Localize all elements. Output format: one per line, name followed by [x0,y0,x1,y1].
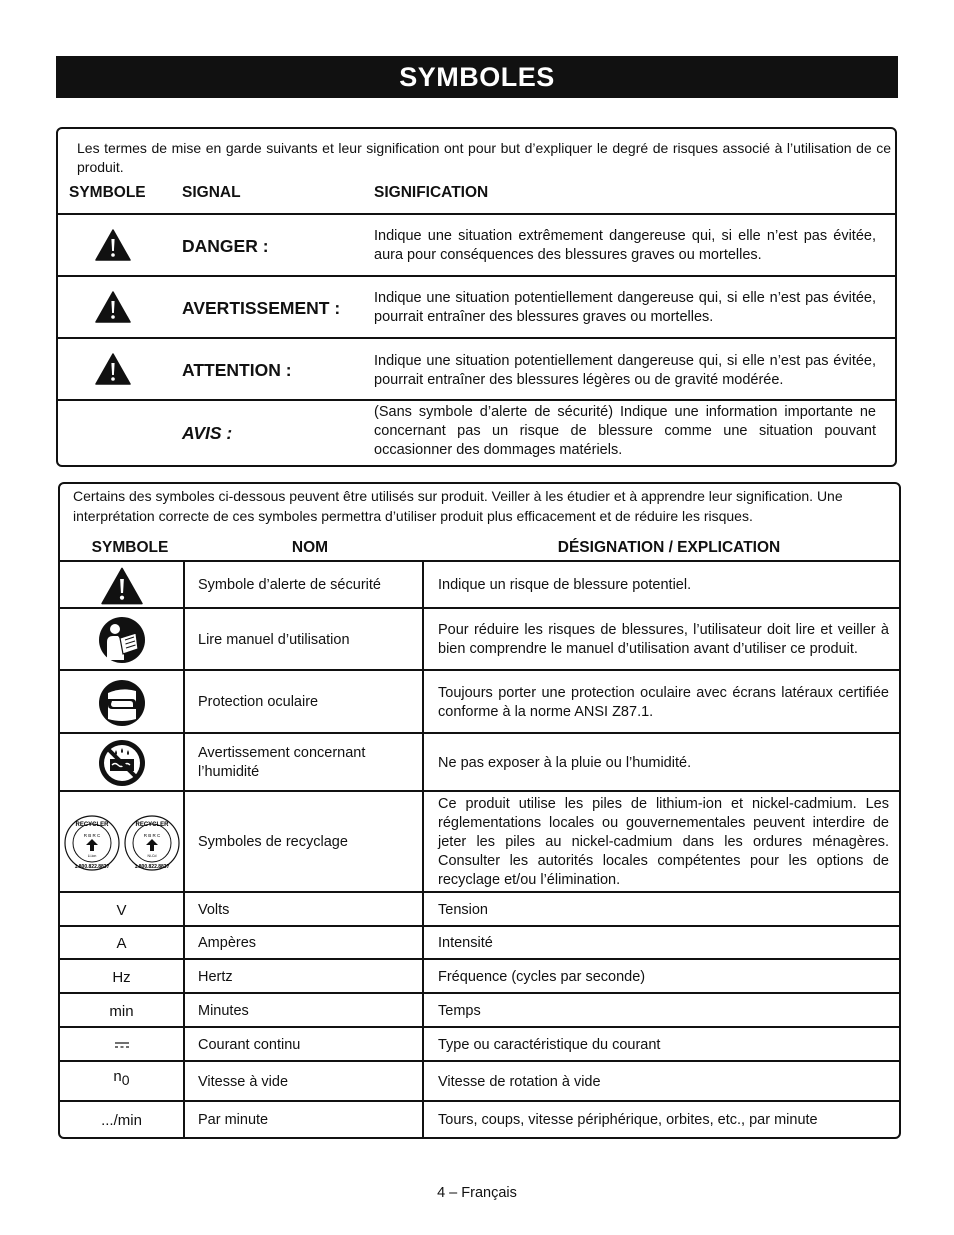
symbol-cell: A [60,927,185,960]
designation-text: Intensité [438,935,493,951]
table-row [60,607,899,671]
designation-cell [424,1028,899,1062]
seal-number-text: 1.800.822.8837 [134,863,169,870]
eye-protection-icon [98,679,146,727]
read-manual-icon [98,616,146,664]
table-row [60,732,899,792]
signal-row-avis [58,399,895,465]
designation-cell [424,1102,899,1138]
designation-text: Tension [438,901,488,918]
name-cell: Ampères [185,927,424,960]
designation-text: Ne pas exposer à la pluie ou l’humidité. [438,754,692,771]
name-cell: Lire manuel d’utilisation [185,609,424,671]
table-row [60,992,899,1028]
signal-description: Indique une situation extrêmement dangereuse qui, si elle n’est pas évitée, aura pour conséquences des blessures graves ou mortelles. [374,228,876,263]
header-symbole: SYMBOLE [91,539,169,556]
symbols-intro: Certains des symboles ci-dessous peuvent être utilisés sur produit. Veiller à les étudier et à apprendre leur signification. Une interprétation correcte de ces symboles permettra d’utiliser produit plus efficacement et de réduire les risques. [73,488,843,524]
symbol-cell: V [60,893,185,927]
symbol-subscript: 0 [121,1072,130,1088]
table-row [60,1060,899,1102]
warning-triangle-icon [95,353,131,385]
symbol-cell: min [60,994,185,1028]
symbol-cell [60,671,185,734]
name-cell: Symboles de recyclage [185,792,424,893]
page-title: SYMBOLES [56,56,898,98]
header-signal: SIGNAL [182,184,241,201]
name-cell: Courant continu [185,1028,424,1062]
signal-description: (Sans symbole d’alerte de sécurité) Indique une information importante ne concernant pas un risque de blessure comme une situation pouvant occasionner des dommages matériels. [374,404,876,458]
seal-top-text: RECYCLER [74,821,109,828]
header-signification: SIGNIFICATION [374,184,489,201]
name-cell: Avertissement concernant l’humidité [185,734,424,792]
designation-cell [424,960,899,994]
name-cell: Hertz [185,960,424,994]
name-cell: Symbole d’alerte de sécurité [185,562,424,609]
table-row [60,1026,899,1062]
signal-label: DANGER : [182,236,269,256]
designation-text: Fréquence (cycles par seconde) [438,968,646,985]
designation-text: Tours, coups, vitesse périphérique, orbites, etc., par minute [438,1111,818,1128]
signal-words-intro: Les termes de mise en garde suivants et leur signification ont pour but d’expliquer le degré de risques associé à l’utilisation de ce produit. [77,140,891,175]
symbol-cell [60,734,185,792]
signal-row-avertissement [58,275,895,339]
seal-number-text: 1.800.822.8837 [74,863,109,870]
name-cell: Protection oculaire [185,671,424,734]
designation-text: Type ou caractéristique du courant [438,1036,661,1053]
recycle-seal-icon [124,815,180,871]
symbol-cell [60,562,185,609]
designation-text: Ce produit utilise les piles de lithium-ion et nickel-cadmium. Les réglementations locales ou gouvernementales peuvent interdire de jeter les piles au nickel-cadmium dans les ordures ménagères. Consulter les autorités locales compétentes pour les options de recyclage et/ou l’élimination. [438,796,889,888]
table-row [60,891,899,927]
name-cell: Par minute [185,1102,424,1138]
designation-text: Vitesse de rotation à vide [438,1073,601,1090]
warning-triangle-icon [95,229,131,261]
signal-description: Indique une situation potentiellement dangereuse qui, si elle n’est pas évitée, pourrait entraîner des blessures graves ou mortelles. [374,290,876,325]
symbol-cell: .../min [60,1102,185,1138]
direct-current-icon [114,1041,130,1049]
symbol-cell [60,1062,185,1102]
signal-label: ATTENTION : [182,360,292,380]
table-row [60,560,899,609]
name-cell: Volts [185,893,424,927]
designation-cell [424,1062,899,1102]
designation-cell [424,792,899,893]
designation-cell [424,609,899,671]
symbol-text: n [113,1067,122,1085]
symbol-cell [60,1028,185,1062]
designation-cell [424,671,899,734]
designation-text: Pour réduire les risques de blessures, l’utilisateur doit lire et veiller à bien comprendre le manuel d’utilisation avant d’utiliser ce produit. [438,622,889,657]
seal-mid-text: R B R C [143,832,160,838]
designation-text: Temps [438,1002,481,1019]
designation-cell [424,927,899,960]
warning-triangle-icon [95,291,131,323]
page-footer: 4 – Français [437,1185,517,1201]
symbol-cell: Hz [60,960,185,994]
symbols-box [58,482,901,1139]
recycle-seal-icon [64,815,120,871]
seal-top-text: RECYCLER [134,821,169,828]
seal-label-text: Ni-Cd [147,853,156,858]
seal-label-text: Li-ion [87,853,96,858]
table-row [60,1100,899,1138]
signal-row-attention [58,337,895,401]
no-moisture-icon [98,739,146,787]
table-row [60,958,899,994]
name-cell: Minutes [185,994,424,1028]
designation-cell [424,893,899,927]
header-nom: NOM [291,539,329,556]
header-designation: DÉSIGNATION / EXPLICATION [557,539,781,556]
seal-mid-text: R B R C [83,832,100,838]
designation-text: Toujours porter une protection oculaire avec écrans latéraux certifiée conforme à la norme ANSI Z87.1. [438,684,889,720]
designation-cell [424,994,899,1028]
signal-label: AVERTISSEMENT : [182,298,341,318]
table-row [60,925,899,960]
designation-text: Indique un risque de blessure potentiel. [438,577,692,593]
signal-row-danger [58,213,895,277]
table-row [60,669,899,734]
designation-cell [424,562,899,609]
table-row [60,790,899,893]
signal-words-box [56,127,897,467]
symbol-cell [60,609,185,671]
designation-cell [424,734,899,792]
signal-description: Indique une situation potentiellement dangereuse qui, si elle n’est pas évitée, pourrait entraîner des blessures légères ou de gravité modérée. [374,353,876,388]
signal-label: AVIS : [182,423,233,443]
name-cell: Vitesse à vide [185,1062,424,1102]
header-symbole: SYMBOLE [69,184,146,201]
warning-triangle-icon [101,567,143,605]
symbol-cell [60,792,185,893]
